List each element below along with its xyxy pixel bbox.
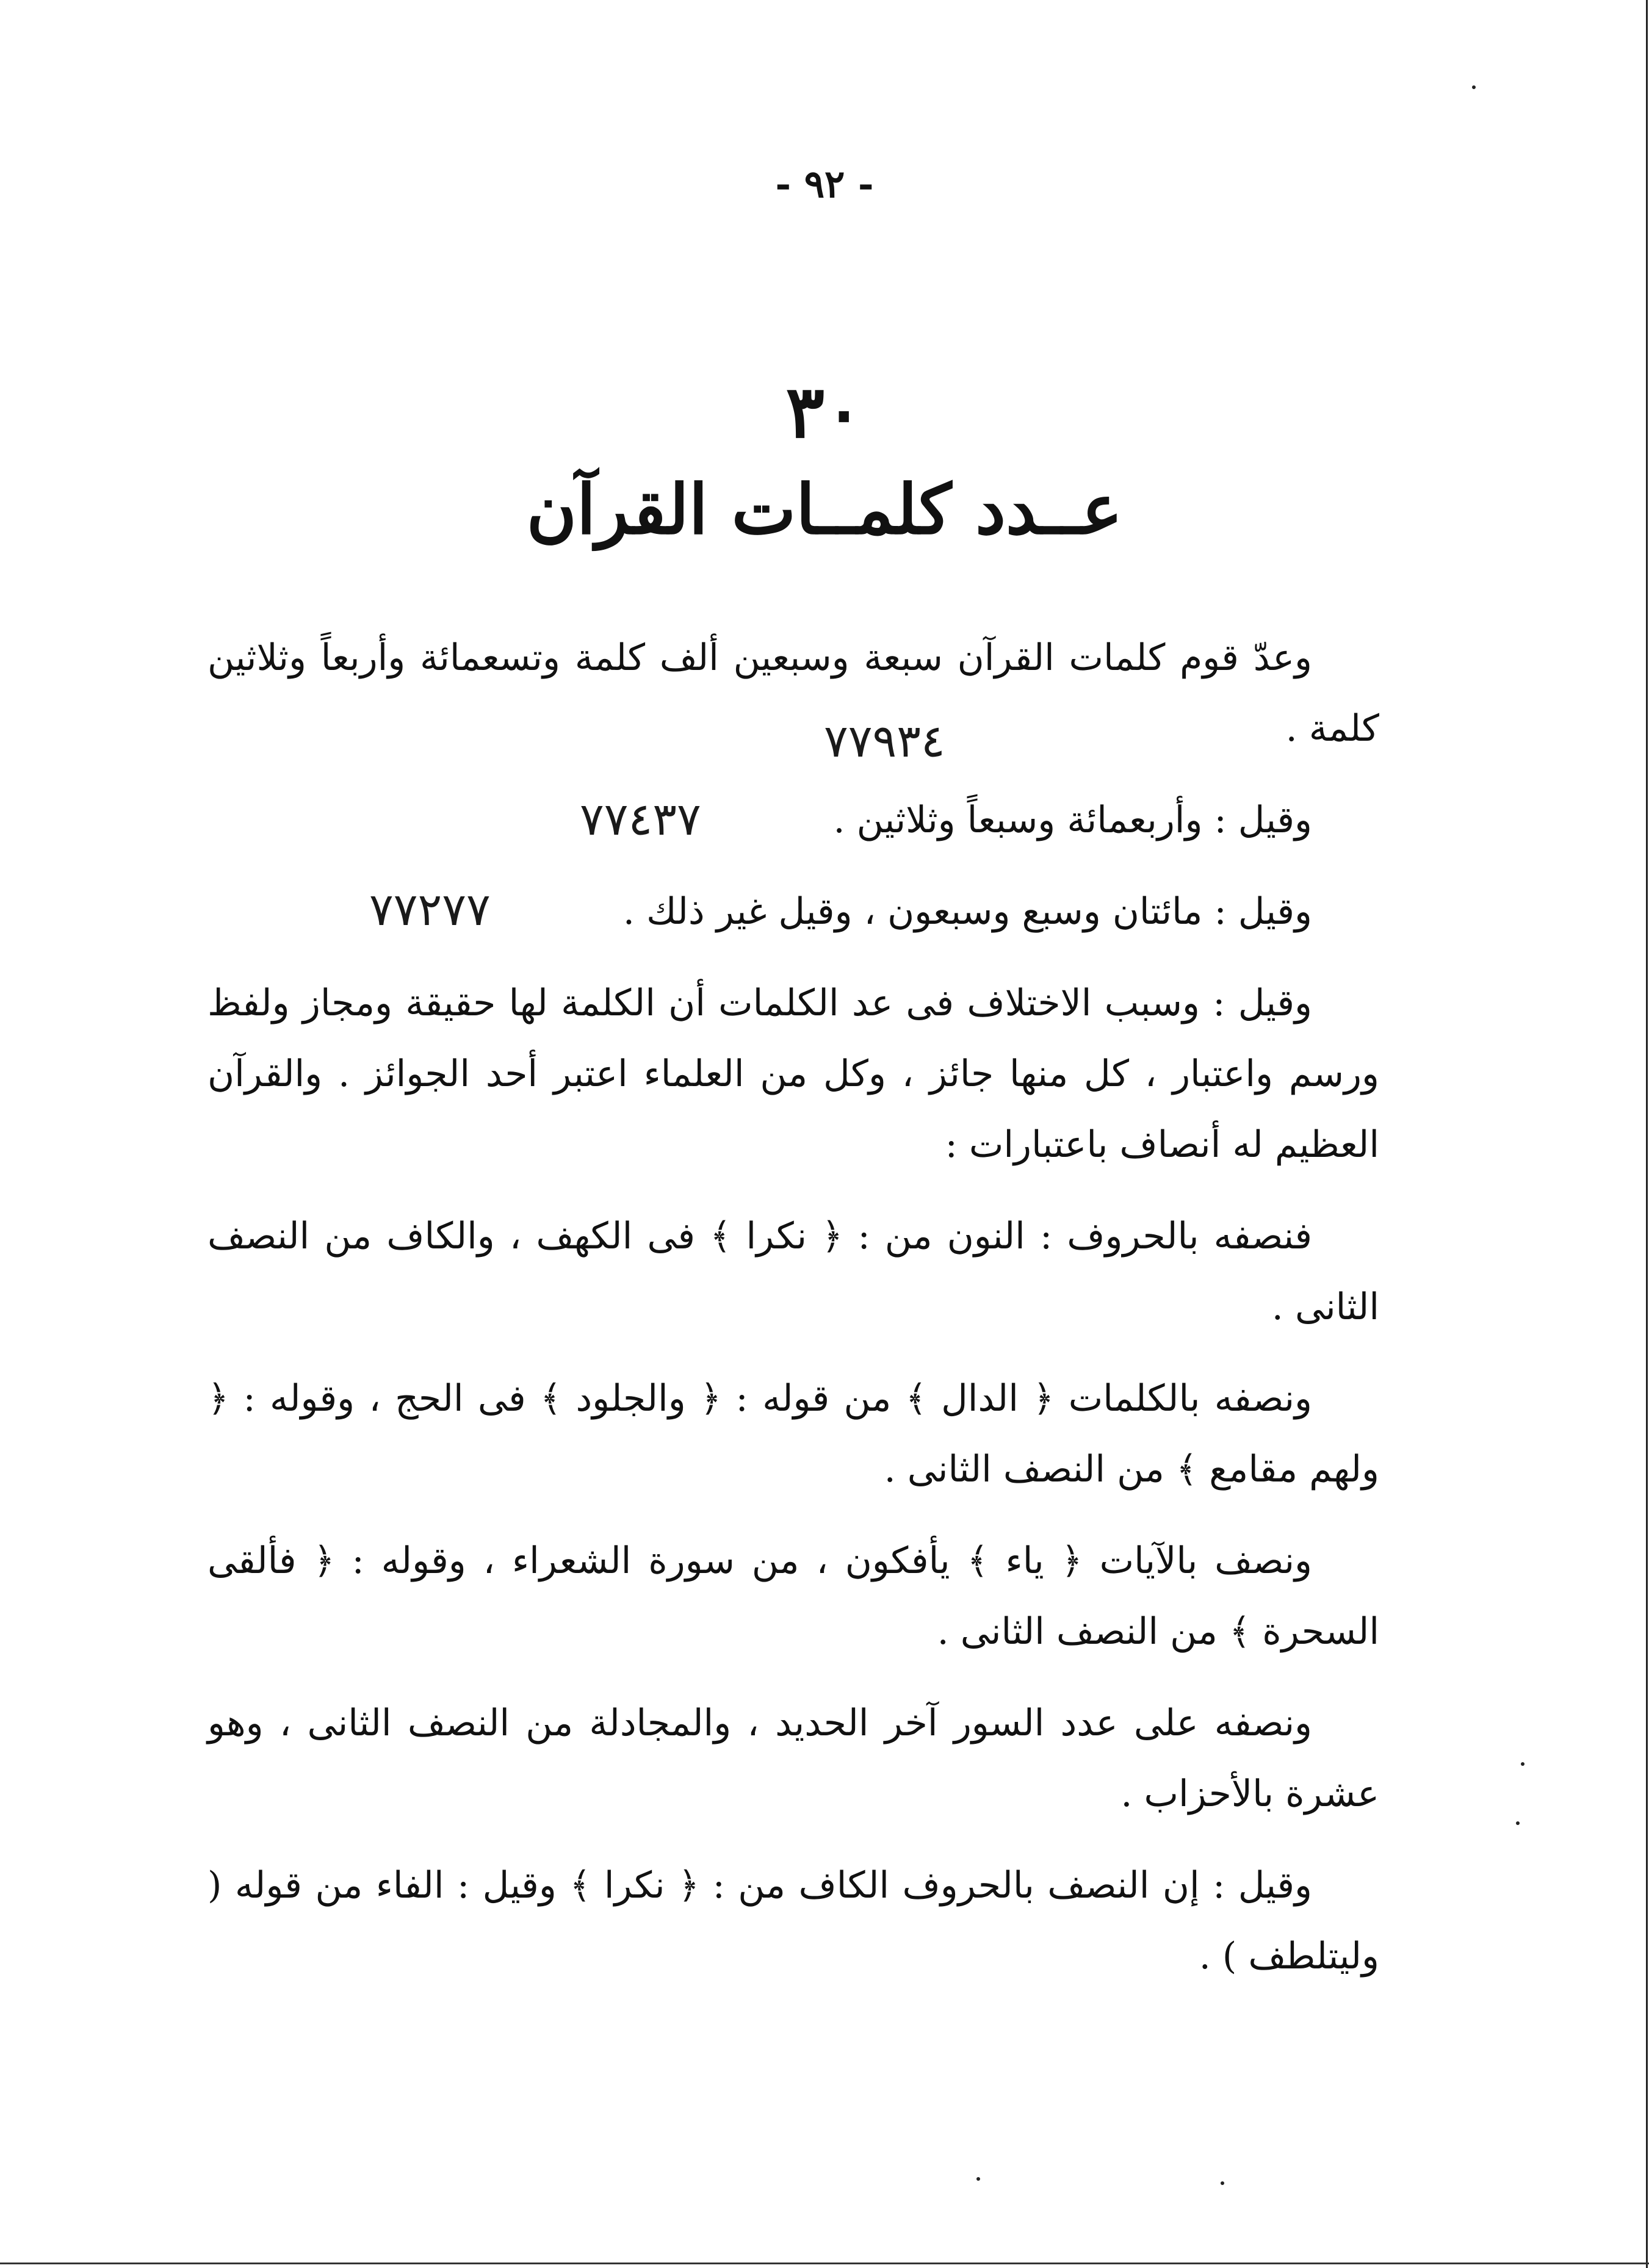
chapter-number: ٣٠ (785, 369, 864, 454)
paragraph-half-by-words: ونصفه بالكلمات ﴿ الدال ﴾ من قوله : ﴿ والجلود ﴾ فى الحج ، وقوله : ﴿ ولهم مقامع ﴾ من النصف الثانى . (207, 1377, 1379, 1491)
handwritten-note-3: ٧٧٢٧٧ (369, 884, 491, 936)
scan-edge-right (1646, 0, 1648, 2268)
paragraph-half-by-surahs: ونصفه على عدد السور آخر الحديد ، والمجادلة من النصف الثانى ، وهو عشرة بالأحزاب . (207, 1702, 1379, 1815)
body-text (207, 622, 1379, 2012)
page-number: - ٩٢ - (775, 162, 874, 206)
scan-speck (1221, 2181, 1224, 2185)
paragraph-reason: وقيل : وسبب الاختلاف فى عد الكلمات أن الكلمة لها حقيقة ومجاز ولفظ ورسم واعتبار ، كل منها جائز ، وكل من العلماء اعتبر أحد الجوائز . والقرآن العظيم له أنصاف باعتبارات : (207, 982, 1379, 1166)
scan-speck (1516, 1821, 1520, 1825)
handwritten-note-2: ٧٧٤٣٧ (580, 793, 701, 846)
paragraph-alt-half: وقيل : إن النصف بالحروف الكاف من : ﴿ نكرا ﴾ وقيل : الفاء من قوله ( وليتلطف ) . (207, 1864, 1379, 1978)
scan-speck (1472, 85, 1476, 89)
handwritten-note-1: ٧٧٩٣٤ (824, 715, 945, 768)
paragraph-alt-count-1: وقيل : وأربعمائة وسبعاً وثلاثين . (833, 799, 1312, 841)
scan-speck (1521, 1762, 1525, 1766)
paragraph-half-by-verses: ونصف بالآيات ﴿ ياء ﴾ يأفكون ، من سورة الشعراء ، وقوله : ﴿ فألقى السحرة ﴾ من النصف الثانى . (207, 1539, 1379, 1653)
paragraph-half-by-letters: فنصفه بالحروف : النون من : ﴿ نكرا ﴾ فى الكهف ، والكاف من النصف الثانى . (207, 1215, 1379, 1328)
chapter-title: عــدد كلمــات القرآن (526, 470, 1123, 550)
scan-speck (976, 2177, 980, 2181)
paragraph-word-count: وعدّ قوم كلمات القرآن سبعة وسبعين ألف كلمة وتسعمائة وأربعاً وثلاثين كلمة . (207, 636, 1379, 750)
scan-edge-bottom (0, 2263, 1649, 2264)
paragraph-alt-count-2: وقيل : مائتان وسبع وسبعون ، وقيل غير ذلك . (622, 890, 1312, 933)
